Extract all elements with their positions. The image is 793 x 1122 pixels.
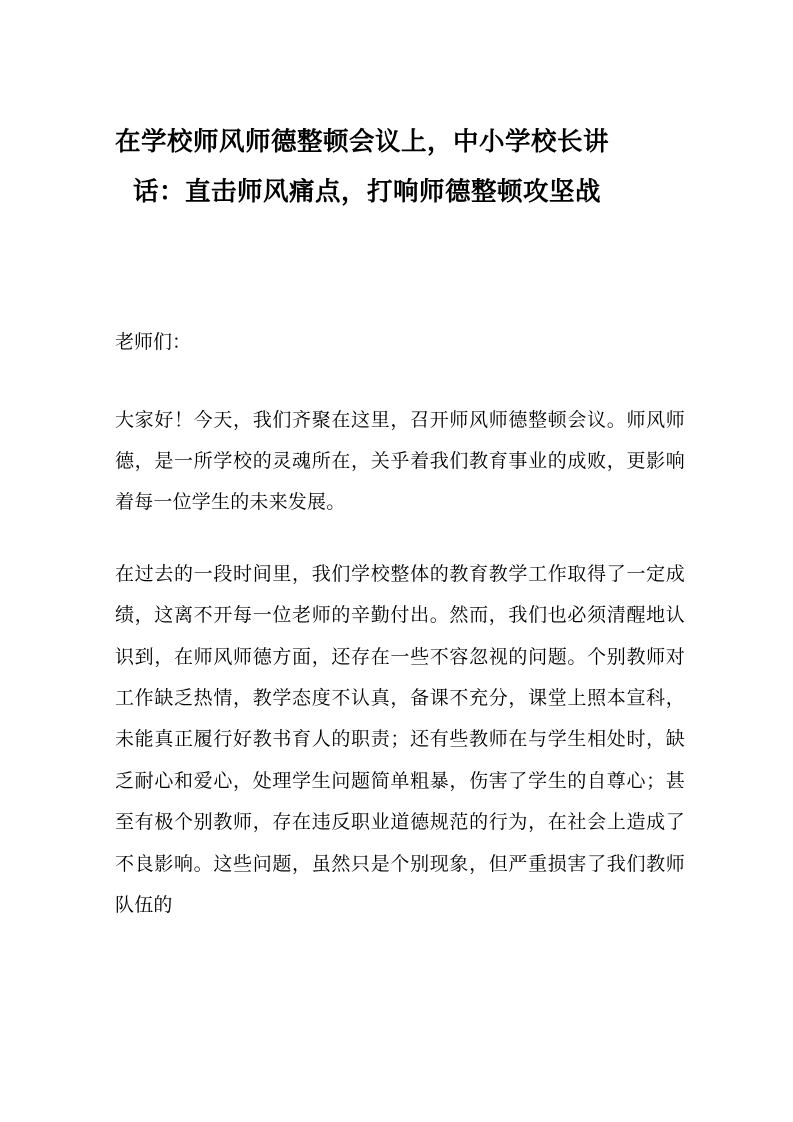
page-title-line-2: 话：直击师风痛点，打响师德整顿攻坚战 bbox=[133, 177, 602, 206]
page-title-line-1: 在学校师风师德整顿会议上，中小学校长讲 bbox=[115, 128, 610, 156]
body-paragraph-1: 大家好！今天，我们齐聚在这里，召开师风师德整顿会议。师风师德，是一所学校的灵魂所在，关乎着我们教育事业的成败，更影响着每一位学生的未来发展。 bbox=[115, 409, 685, 514]
salutation: 老师们： bbox=[115, 332, 192, 354]
body-paragraph-2: 在过去的一段时间里，我们学校整体的教育教学工作取得了一定成绩，这离不开每一位老师的辛勤付出。然而，我们也必须清醒地认识到，在师风师德方面，还存在一些不容忽视的问题。个别教师对工作缺乏热情，教学态度不认真，备课不充分，课堂上照本宣科，未能真正履行好教书育人的职责；还有些教师在与学生相处时，缺乏耐心和爱心，处理学生问题简单粗暴，伤害了学生的自尊心；甚至有极个别教师，存在违反职业道德规范的行为，在社会上造成了不良影响。这些问题，虽然只是个别现象，但严重损害了我们教师队伍的 bbox=[115, 563, 685, 916]
title-body-spacer bbox=[115, 217, 685, 325]
page-title bbox=[115, 118, 685, 217]
